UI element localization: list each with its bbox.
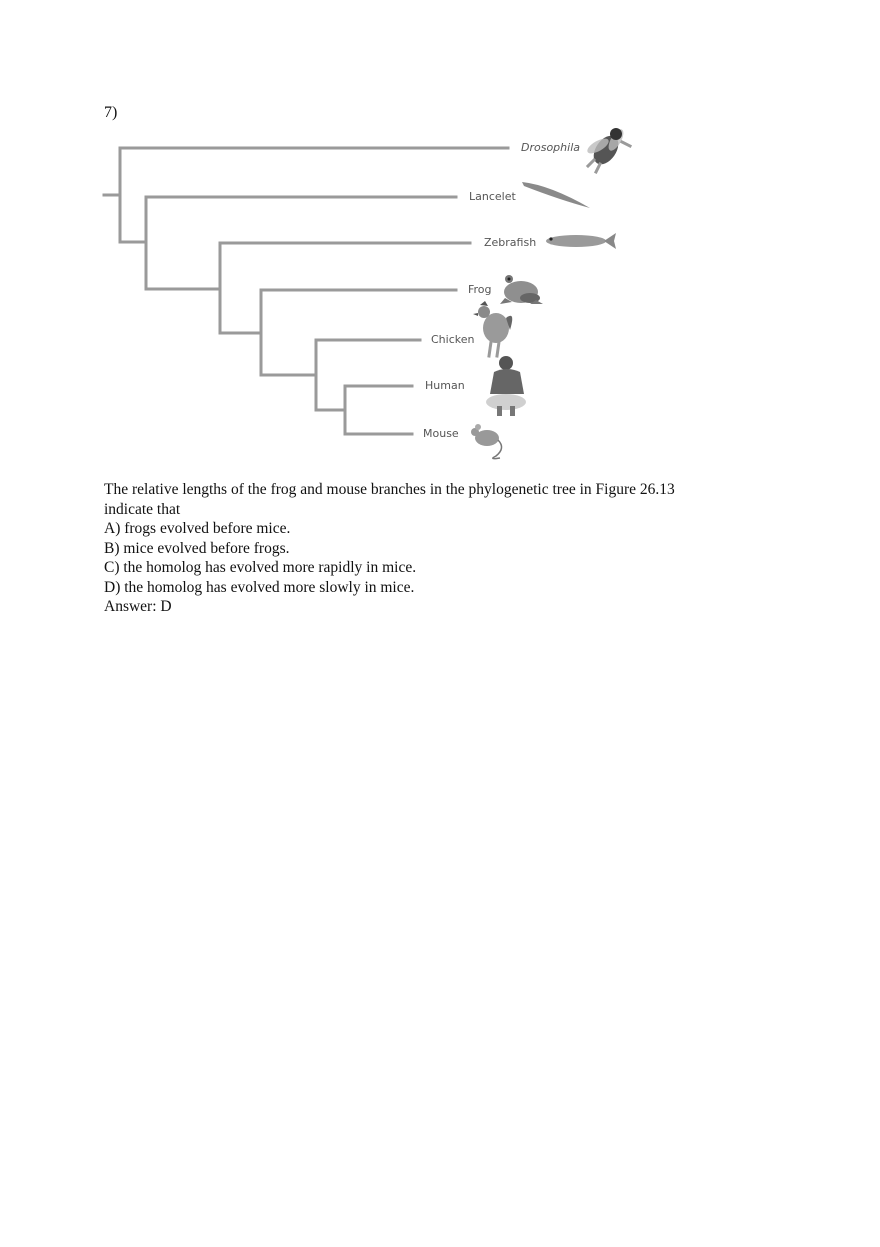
- taxon-label-zebrafish: Zebrafish: [484, 236, 537, 249]
- taxon-label-lancelet: Lancelet: [469, 190, 516, 203]
- human-icon: [486, 356, 526, 416]
- taxon-label-frog: Frog: [468, 283, 492, 296]
- question-text: [104, 480, 784, 617]
- taxon-label-chicken: Chicken: [431, 333, 475, 346]
- choice-b: B) mice evolved before frogs.: [104, 539, 290, 557]
- question-stem-line-1: The relative lengths of the frog and mouse branches in the phylogenetic tree in Figure 26.13: [104, 481, 675, 498]
- fly-icon: [585, 127, 630, 172]
- question-stem-line-2: indicate that: [104, 500, 181, 518]
- question-number: 7): [104, 104, 118, 121]
- taxon-label-human: Human: [425, 379, 465, 392]
- choice-c: C) the homolog has evolved more rapidly in mice.: [104, 559, 417, 576]
- phylogenetic-tree: [0, 0, 880, 470]
- choice-a: A) frogs evolved before mice.: [104, 520, 291, 537]
- fish-icon: [546, 233, 616, 249]
- taxon-label-mouse: Mouse: [423, 427, 459, 440]
- chicken-icon: [473, 301, 512, 356]
- answer-line: Answer: D: [104, 598, 172, 615]
- taxon-label-drosophila: Drosophila: [521, 141, 580, 154]
- frog-icon: [500, 275, 543, 304]
- mouse-icon: [471, 424, 502, 459]
- lancelet-icon: [522, 182, 590, 208]
- choice-d: D) the homolog has evolved more slowly in mice.: [104, 578, 415, 596]
